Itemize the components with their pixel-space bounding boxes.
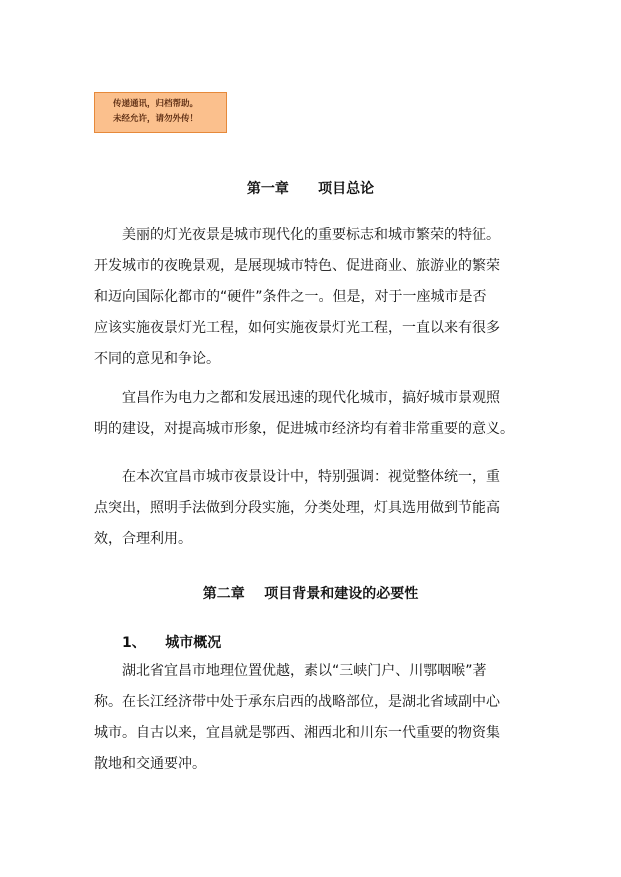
paragraph-line: 宜昌作为电力之都和发展迅速的现代化城市，搞好城市景观照 (122, 390, 500, 406)
paragraph-line: 点突出，照明手法做到分段实施，分类处理，灯具选用做到节能高 (94, 500, 500, 516)
paragraph-line: 美丽的灯光夜景是城市现代化的重要标志和城市繁荣的特征。 (122, 227, 500, 243)
paragraph-line: 称。在长江经济带中处于承东启西的战略部位，是湖北省域副中心 (94, 694, 500, 710)
paragraph-line: 不同的意见和争论。 (94, 351, 220, 367)
chapter-1-paragraph-3 (94, 462, 532, 555)
chapter-2-title: 第二章 项目背景和建设的必要性 (202, 586, 419, 602)
paragraph-line: 城市。自古以来，宜昌就是鄂西、湘西北和川东一代重要的物资集 (94, 725, 500, 741)
paragraph-line: 开发城市的夜晚景观，是展现城市特色、促进商业、旅游业的繁荣 (94, 258, 500, 274)
paragraph-line: 散地和交通要冲。 (94, 756, 206, 772)
paragraph-line: 效，合理利用。 (94, 531, 192, 547)
confidential-stamp (94, 92, 227, 133)
chapter-1-paragraph-2 (94, 383, 532, 445)
paragraph-line: 明的建设，对提高城市形象，促进城市经济均有着非常重要的意义。 (94, 421, 514, 437)
section-1-paragraph (94, 656, 532, 780)
paragraph-line: 在本次宜昌市城市夜景设计中，特别强调：视觉整体统一，重 (122, 469, 500, 485)
paragraph-line: 和迈向国际化都市的“硬件”条件之一。但是，对于一座城市是否 (94, 289, 487, 305)
chapter-1-paragraph-1 (94, 220, 532, 375)
stamp-line-2: 未经允许，请勿外传！ (113, 114, 199, 124)
section-1-heading: 1、 城市概况 (122, 635, 222, 651)
paragraph-line: 应该实施夜景灯光工程，如何实施夜景灯光工程，一直以来有很多 (94, 320, 500, 336)
chapter-1-title: 第一章 项目总论 (246, 181, 375, 197)
stamp-line-1: 传递通讯，归档帮助。 (113, 99, 199, 109)
paragraph-line: 湖北省宜昌市地理位置优越，素以“三峡门户、川鄂咽喉”著 (122, 663, 487, 679)
